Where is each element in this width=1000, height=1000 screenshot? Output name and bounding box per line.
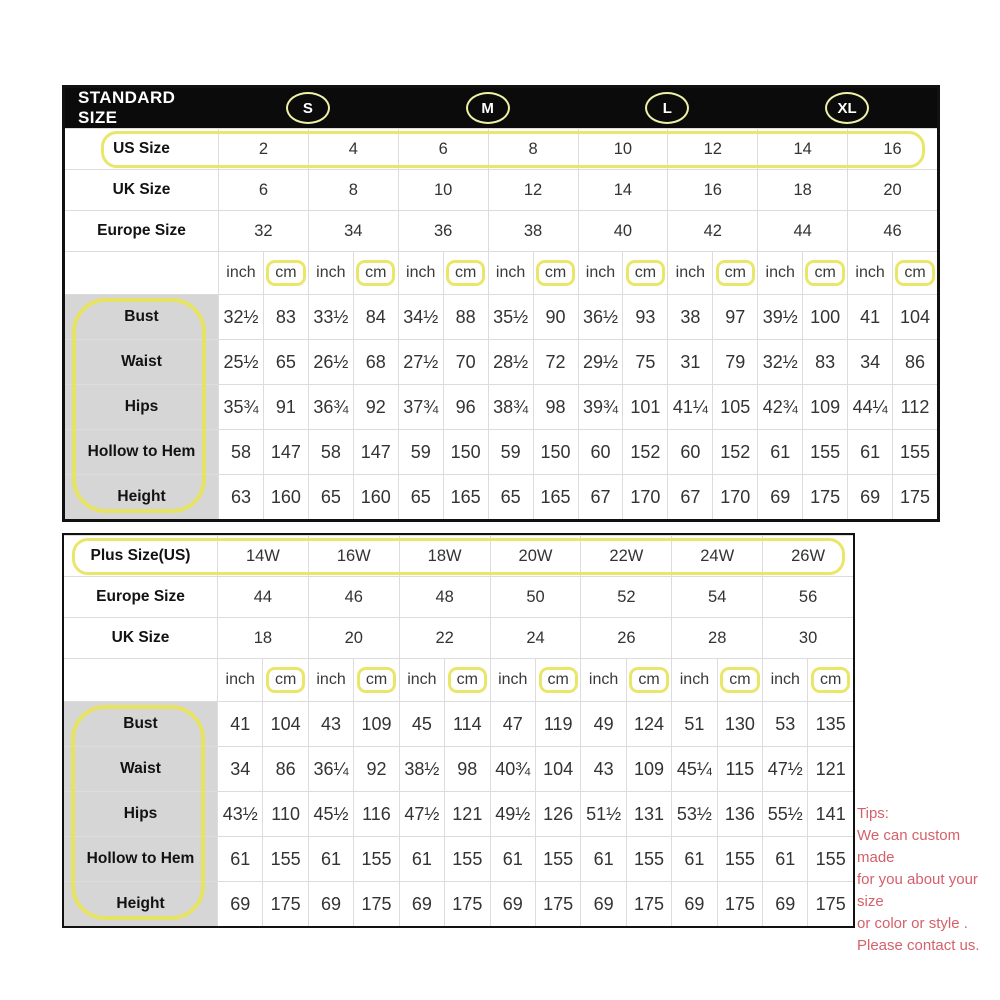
measure-value-cell: 69: [847, 475, 892, 519]
measure-value-cell: 47: [490, 702, 535, 746]
size-value-cell: 22: [399, 618, 490, 658]
measure-value-cell: 109: [802, 385, 847, 429]
measure-value-cell: 109: [626, 747, 671, 791]
measure-value-cell: 47½: [762, 747, 807, 791]
measure-value-cell: 69: [308, 882, 353, 926]
measure-value-cell: 98: [533, 385, 578, 429]
size-value-cell: 12: [667, 129, 757, 169]
table-row: [65, 169, 937, 210]
measure-value-cell: 126: [535, 792, 580, 836]
size-value-cell: 38: [488, 211, 578, 251]
measure-value-cell: 38: [667, 295, 712, 339]
size-value-cell: 2: [218, 129, 308, 169]
measure-value-cell: 58: [218, 430, 263, 474]
measure-value-cell: 100: [802, 295, 847, 339]
row-label: Europe Size: [96, 588, 185, 605]
measurement-block: [64, 701, 853, 926]
size-value-cell: 16W: [308, 536, 399, 576]
measure-value-cell: 70: [443, 340, 488, 384]
measure-value-cell: 104: [262, 702, 307, 746]
standard-size-header: [65, 88, 937, 128]
measure-value-cell: 43: [308, 702, 353, 746]
inch-unit-label: inch: [218, 252, 263, 294]
measure-value-cell: 61: [217, 837, 262, 881]
measure-value-cell: 61: [757, 430, 802, 474]
measure-value-cell: 83: [263, 295, 308, 339]
measure-value-cell: 67: [667, 475, 712, 519]
measure-value-cell: 37¾: [398, 385, 443, 429]
measure-value-cell: 165: [533, 475, 578, 519]
row-label: Hollow to Hem: [65, 430, 218, 474]
size-oval-xl: XL: [825, 92, 869, 124]
size-value-cell: 40: [578, 211, 668, 251]
size-value-cell: 46: [308, 577, 399, 617]
row-label: Europe Size: [97, 222, 186, 239]
measure-value-cell: 65: [488, 475, 533, 519]
row-label: Waist: [64, 747, 217, 791]
unit-row: [64, 658, 853, 701]
cm-highlight-badge: cm: [266, 667, 305, 693]
measure-value-cell: 160: [263, 475, 308, 519]
size-value-cell: 24W: [671, 536, 762, 576]
row-label: [65, 252, 218, 294]
row-label: UK Size: [112, 181, 171, 198]
cm-unit-label: [533, 252, 578, 294]
size-value-cell: 22W: [580, 536, 671, 576]
row-label: Hollow to Hem: [64, 837, 217, 881]
measure-value-cell: 175: [717, 882, 762, 926]
inch-unit-label: inch: [847, 252, 892, 294]
measure-value-cell: 152: [712, 430, 757, 474]
cm-highlight-badge: cm: [626, 260, 665, 286]
measure-value-cell: 155: [626, 837, 671, 881]
measure-value-cell: 51: [671, 702, 716, 746]
table-row: [64, 701, 853, 746]
measure-value-cell: 92: [353, 385, 398, 429]
table-row: [65, 294, 937, 339]
measure-value-cell: 124: [626, 702, 671, 746]
plus-size-table: [62, 533, 855, 928]
inch-unit-label: inch: [757, 252, 802, 294]
measure-value-cell: 131: [626, 792, 671, 836]
standard-size-title: STANDARD SIZE: [78, 88, 176, 127]
cm-unit-label: [262, 659, 307, 701]
measure-value-cell: 42¾: [757, 385, 802, 429]
table-row: [64, 881, 853, 926]
size-value-cell: 16: [847, 129, 937, 169]
measure-value-cell: 47½: [399, 792, 444, 836]
measure-value-cell: 36¼: [308, 747, 353, 791]
size-value-cell: 10: [398, 170, 488, 210]
size-value-cell: 6: [398, 129, 488, 169]
measure-value-cell: 114: [444, 702, 489, 746]
measure-value-cell: 51½: [580, 792, 625, 836]
measure-value-cell: 116: [353, 792, 398, 836]
measure-value-cell: 150: [443, 430, 488, 474]
measure-value-cell: 65: [263, 340, 308, 384]
size-value-cell: 20: [847, 170, 937, 210]
standard-size-table: [62, 85, 940, 522]
measure-value-cell: 49: [580, 702, 625, 746]
size-value-cell: 56: [762, 577, 853, 617]
cm-highlight-badge: cm: [536, 260, 575, 286]
measure-value-cell: 29½: [578, 340, 623, 384]
size-oval-m: M: [466, 92, 510, 124]
measure-value-cell: 86: [262, 747, 307, 791]
table-row: [64, 617, 853, 658]
measure-value-cell: 86: [892, 340, 937, 384]
measure-value-cell: 175: [626, 882, 671, 926]
measure-value-cell: 53: [762, 702, 807, 746]
size-value-cell: 14: [578, 170, 668, 210]
size-value-cell: 26: [580, 618, 671, 658]
size-value-cell: 26W: [762, 536, 853, 576]
measure-value-cell: 84: [353, 295, 398, 339]
measurement-block: [65, 294, 937, 519]
cm-highlight-badge: cm: [720, 667, 759, 693]
measure-value-cell: 96: [443, 385, 488, 429]
custom-made-tips: [857, 803, 997, 957]
measure-value-cell: 83: [802, 340, 847, 384]
measure-value-cell: 53½: [671, 792, 716, 836]
row-label: US Size: [113, 140, 170, 157]
size-value-cell: 32: [218, 211, 308, 251]
tips-line: or color or style .: [857, 915, 968, 932]
measure-value-cell: 75: [622, 340, 667, 384]
measure-value-cell: 69: [217, 882, 262, 926]
cm-unit-label: [263, 252, 308, 294]
measure-value-cell: 60: [667, 430, 712, 474]
table-row: [65, 339, 937, 384]
cm-unit-label: [892, 252, 937, 294]
cm-highlight-badge: cm: [805, 260, 844, 286]
measure-value-cell: 165: [443, 475, 488, 519]
measure-value-cell: 155: [535, 837, 580, 881]
measure-value-cell: 109: [353, 702, 398, 746]
size-group-m: [398, 92, 578, 124]
measure-value-cell: 25½: [218, 340, 263, 384]
inch-unit-label: inch: [308, 659, 353, 701]
measure-value-cell: 33½: [308, 295, 353, 339]
size-group-s: [218, 92, 398, 124]
size-value-cell: 24: [490, 618, 581, 658]
measure-value-cell: 32½: [757, 340, 802, 384]
table-row: [65, 128, 937, 169]
measure-value-cell: 110: [262, 792, 307, 836]
measure-value-cell: 88: [443, 295, 488, 339]
measure-value-cell: 112: [892, 385, 937, 429]
row-label: [64, 659, 217, 701]
measure-value-cell: 115: [717, 747, 762, 791]
cm-unit-label: [444, 659, 489, 701]
measure-value-cell: 175: [444, 882, 489, 926]
cm-highlight-badge: cm: [266, 260, 305, 286]
measure-value-cell: 155: [444, 837, 489, 881]
size-value-cell: 50: [490, 577, 581, 617]
inch-unit-label: inch: [762, 659, 807, 701]
measure-value-cell: 69: [762, 882, 807, 926]
measure-value-cell: 69: [757, 475, 802, 519]
size-value-cell: 18: [217, 618, 308, 658]
size-value-cell: 34: [308, 211, 398, 251]
measure-value-cell: 32½: [218, 295, 263, 339]
size-value-cell: 6: [218, 170, 308, 210]
measure-value-cell: 79: [712, 340, 757, 384]
table-row: [64, 576, 853, 617]
size-value-cell: 18: [757, 170, 847, 210]
measure-value-cell: 65: [398, 475, 443, 519]
measure-value-cell: 40¾: [490, 747, 535, 791]
inch-unit-label: inch: [580, 659, 625, 701]
measure-value-cell: 45¼: [671, 747, 716, 791]
cm-highlight-badge: cm: [357, 667, 396, 693]
plus-size-body: [64, 535, 853, 926]
cm-unit-label: [717, 659, 762, 701]
size-group-l: [578, 92, 758, 124]
measure-value-cell: 61: [580, 837, 625, 881]
table-row: [64, 746, 853, 791]
measure-value-cell: 105: [712, 385, 757, 429]
size-value-cell: 48: [399, 577, 490, 617]
cm-highlight-badge: cm: [539, 667, 578, 693]
cm-unit-label: [353, 659, 398, 701]
cm-unit-label: [622, 252, 667, 294]
measure-value-cell: 45: [399, 702, 444, 746]
measure-value-cell: 155: [802, 430, 847, 474]
measure-value-cell: 155: [353, 837, 398, 881]
measure-value-cell: 61: [762, 837, 807, 881]
measure-value-cell: 97: [712, 295, 757, 339]
inch-unit-label: inch: [488, 252, 533, 294]
tips-line: We can custom made: [857, 827, 961, 866]
size-value-cell: 28: [671, 618, 762, 658]
cm-unit-label: [807, 659, 852, 701]
measure-value-cell: 61: [847, 430, 892, 474]
measure-value-cell: 31: [667, 340, 712, 384]
measure-value-cell: 65: [308, 475, 353, 519]
inch-unit-label: inch: [578, 252, 623, 294]
measure-value-cell: 69: [671, 882, 716, 926]
row-label: Hips: [64, 792, 217, 836]
inch-unit-label: inch: [667, 252, 712, 294]
size-value-cell: 36: [398, 211, 488, 251]
inch-unit-label: inch: [308, 252, 353, 294]
measure-value-cell: 175: [802, 475, 847, 519]
row-label: Height: [64, 882, 217, 926]
measure-value-cell: 41¼: [667, 385, 712, 429]
tips-title: Tips:: [857, 805, 889, 822]
cm-highlight-badge: cm: [629, 667, 668, 693]
unit-row: [65, 251, 937, 294]
size-value-cell: 44: [217, 577, 308, 617]
tips-line: Please contact us.: [857, 937, 980, 954]
size-value-cell: 30: [762, 618, 853, 658]
row-label: UK Size: [111, 629, 170, 646]
size-value-cell: 8: [488, 129, 578, 169]
measure-value-cell: 49½: [490, 792, 535, 836]
cm-highlight-badge: cm: [356, 260, 395, 286]
measure-value-cell: 175: [262, 882, 307, 926]
measure-value-cell: 68: [353, 340, 398, 384]
size-value-cell: 54: [671, 577, 762, 617]
cm-unit-label: [535, 659, 580, 701]
measure-value-cell: 90: [533, 295, 578, 339]
size-value-cell: 20W: [490, 536, 581, 576]
table-row: [65, 474, 937, 519]
measure-value-cell: 45½: [308, 792, 353, 836]
measure-value-cell: 147: [263, 430, 308, 474]
measure-value-cell: 160: [353, 475, 398, 519]
measure-value-cell: 104: [892, 295, 937, 339]
measure-value-cell: 60: [578, 430, 623, 474]
measure-value-cell: 43½: [217, 792, 262, 836]
measure-value-cell: 141: [807, 792, 852, 836]
measure-value-cell: 59: [398, 430, 443, 474]
measure-value-cell: 44¼: [847, 385, 892, 429]
measure-value-cell: 101: [622, 385, 667, 429]
table-row: [65, 210, 937, 251]
measure-value-cell: 130: [717, 702, 762, 746]
measure-value-cell: 35¾: [218, 385, 263, 429]
measure-value-cell: 59: [488, 430, 533, 474]
cm-highlight-badge: cm: [811, 667, 850, 693]
measure-value-cell: 34: [847, 340, 892, 384]
measure-value-cell: 93: [622, 295, 667, 339]
size-value-cell: 46: [847, 211, 937, 251]
table-row: [65, 384, 937, 429]
measure-value-cell: 170: [712, 475, 757, 519]
table-row: [65, 429, 937, 474]
measure-value-cell: 98: [444, 747, 489, 791]
size-oval-l: L: [645, 92, 689, 124]
inch-unit-label: inch: [490, 659, 535, 701]
size-value-cell: 4: [308, 129, 398, 169]
row-label: Bust: [65, 295, 218, 339]
measure-value-cell: 39¾: [578, 385, 623, 429]
measure-value-cell: 69: [580, 882, 625, 926]
measure-value-cell: 36½: [578, 295, 623, 339]
measure-value-cell: 69: [399, 882, 444, 926]
measure-value-cell: 175: [535, 882, 580, 926]
table-row: [64, 836, 853, 881]
size-value-cell: 20: [308, 618, 399, 658]
standard-size-body: [65, 128, 937, 519]
measure-value-cell: 41: [847, 295, 892, 339]
row-label: Plus Size(US): [90, 547, 191, 564]
measure-value-cell: 136: [717, 792, 762, 836]
measure-value-cell: 36¾: [308, 385, 353, 429]
size-value-cell: 44: [757, 211, 847, 251]
measure-value-cell: 41: [217, 702, 262, 746]
measure-value-cell: 38½: [399, 747, 444, 791]
measure-value-cell: 43: [580, 747, 625, 791]
measure-value-cell: 175: [807, 882, 852, 926]
row-label: Height: [65, 475, 218, 519]
measure-value-cell: 28½: [488, 340, 533, 384]
cm-highlight-badge: cm: [446, 260, 485, 286]
cm-unit-label: [443, 252, 488, 294]
inch-unit-label: inch: [398, 252, 443, 294]
size-value-cell: 42: [667, 211, 757, 251]
measure-value-cell: 69: [490, 882, 535, 926]
size-value-cell: 12: [488, 170, 578, 210]
cm-unit-label: [712, 252, 757, 294]
measure-value-cell: 121: [444, 792, 489, 836]
measure-value-cell: 55½: [762, 792, 807, 836]
measure-value-cell: 175: [353, 882, 398, 926]
measure-value-cell: 170: [622, 475, 667, 519]
measure-value-cell: 27½: [398, 340, 443, 384]
measure-value-cell: 35½: [488, 295, 533, 339]
measure-value-cell: 155: [892, 430, 937, 474]
row-label: Bust: [64, 702, 217, 746]
measure-value-cell: 92: [353, 747, 398, 791]
measure-value-cell: 61: [308, 837, 353, 881]
measure-value-cell: 119: [535, 702, 580, 746]
size-value-cell: 14: [757, 129, 847, 169]
table-row: [64, 791, 853, 836]
measure-value-cell: 67: [578, 475, 623, 519]
size-value-cell: 14W: [217, 536, 308, 576]
measure-value-cell: 155: [717, 837, 762, 881]
measure-value-cell: 34½: [398, 295, 443, 339]
measure-value-cell: 175: [892, 475, 937, 519]
size-group-xl: [757, 92, 937, 124]
measure-value-cell: 61: [490, 837, 535, 881]
inch-unit-label: inch: [671, 659, 716, 701]
measure-value-cell: 150: [533, 430, 578, 474]
inch-unit-label: inch: [217, 659, 262, 701]
measure-value-cell: 155: [262, 837, 307, 881]
cm-highlight-badge: cm: [895, 260, 934, 286]
tips-line: for you about your size: [857, 871, 978, 910]
size-value-cell: 52: [580, 577, 671, 617]
cm-highlight-badge: cm: [448, 667, 487, 693]
measure-value-cell: 72: [533, 340, 578, 384]
cm-unit-label: [802, 252, 847, 294]
size-value-cell: 18W: [399, 536, 490, 576]
measure-value-cell: 61: [399, 837, 444, 881]
measure-value-cell: 58: [308, 430, 353, 474]
row-label: Hips: [65, 385, 218, 429]
measure-value-cell: 26½: [308, 340, 353, 384]
measure-value-cell: 147: [353, 430, 398, 474]
measure-value-cell: 155: [807, 837, 852, 881]
measure-value-cell: 135: [807, 702, 852, 746]
measure-value-cell: 34: [217, 747, 262, 791]
measure-value-cell: 38¾: [488, 385, 533, 429]
size-value-cell: 16: [667, 170, 757, 210]
inch-unit-label: inch: [399, 659, 444, 701]
cm-unit-label: [353, 252, 398, 294]
cm-unit-label: [626, 659, 671, 701]
measure-value-cell: 91: [263, 385, 308, 429]
measure-value-cell: 63: [218, 475, 263, 519]
measure-value-cell: 152: [622, 430, 667, 474]
cm-highlight-badge: cm: [716, 260, 755, 286]
size-oval-s: S: [286, 92, 330, 124]
measure-value-cell: 104: [535, 747, 580, 791]
measure-value-cell: 61: [671, 837, 716, 881]
measure-value-cell: 39½: [757, 295, 802, 339]
size-value-cell: 10: [578, 129, 668, 169]
size-value-cell: 8: [308, 170, 398, 210]
row-label: Waist: [65, 340, 218, 384]
table-row: [64, 535, 853, 576]
measure-value-cell: 121: [807, 747, 852, 791]
